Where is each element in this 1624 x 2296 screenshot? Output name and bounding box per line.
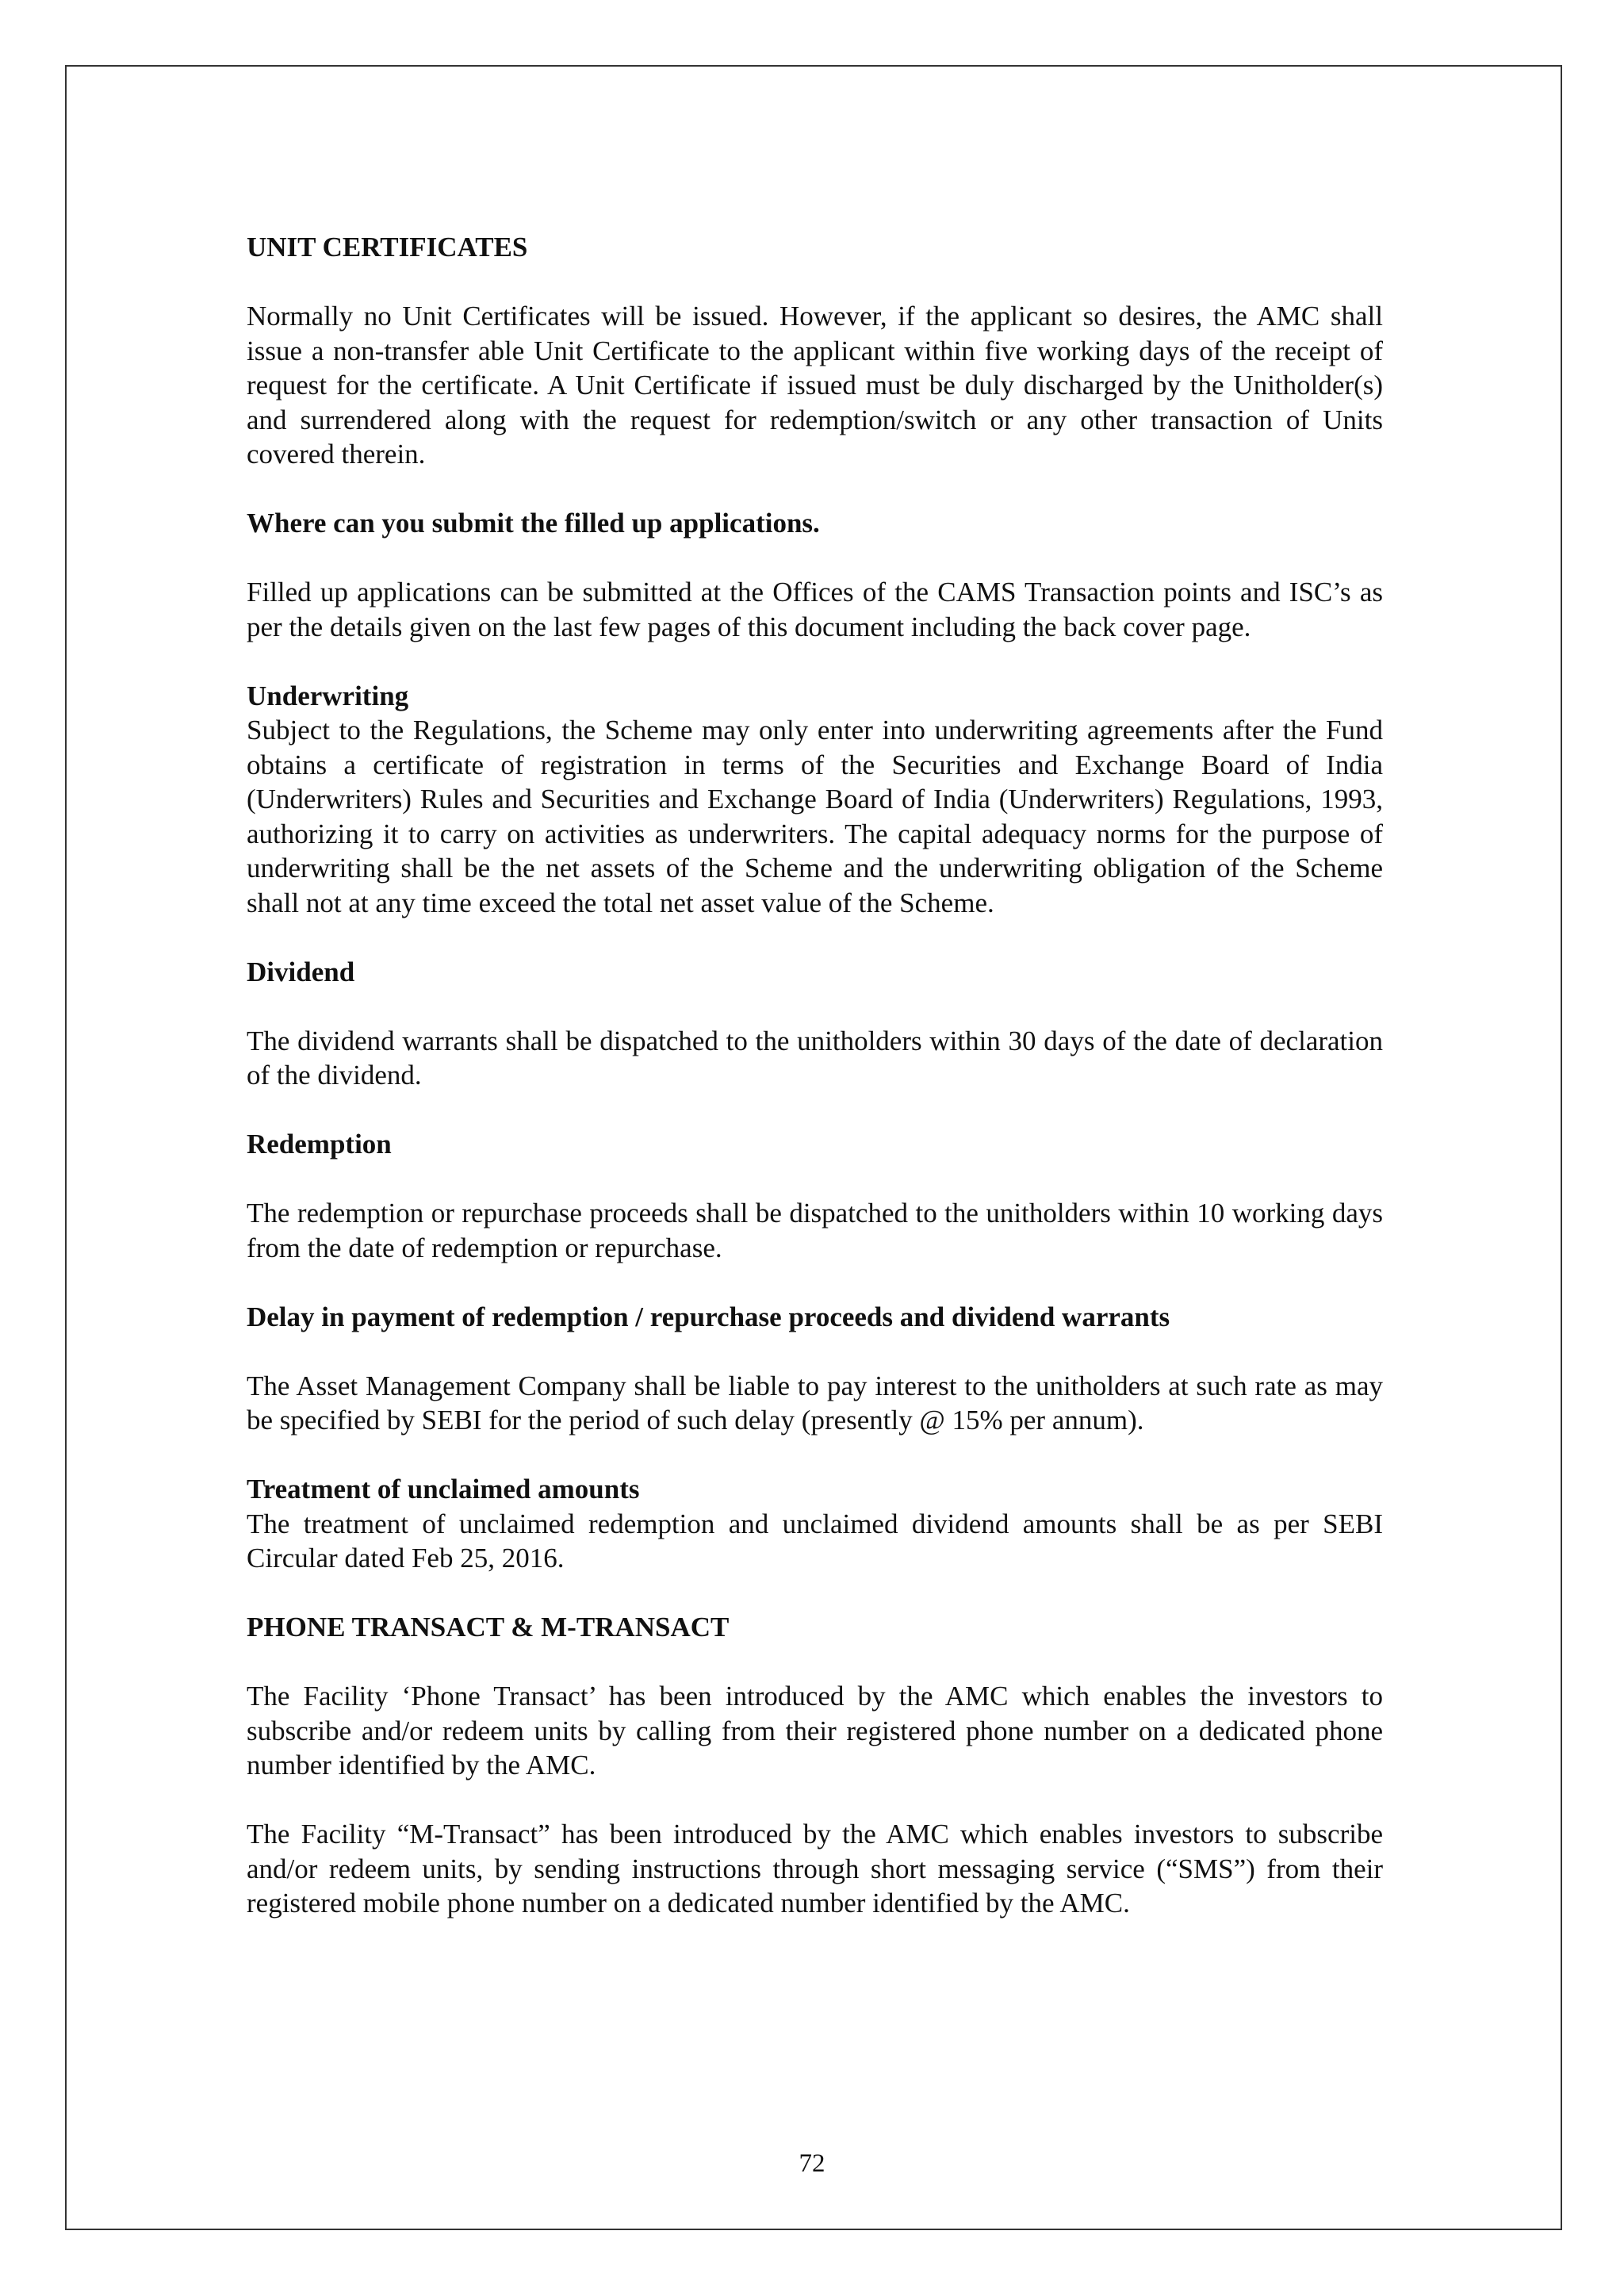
- redemption-paragraph: The redemption or repurchase proceeds shall be dispatched to the unitholders within 10 working days from the date of redemption or repurchase.: [247, 1198, 1383, 1263]
- redemption-heading: Redemption: [247, 1129, 392, 1159]
- document-body: [247, 230, 1383, 1921]
- unclaimed-paragraph: The treatment of unclaimed redemption and unclaimed dividend amounts shall be as per SEBI Circular dated Feb 25, 2016.: [247, 1508, 1383, 1573]
- underwriting-paragraph: Subject to the Regulations, the Scheme may only enter into underwriting agreements after the Fund obtains a certificate of registration in terms of the Securities and Exchange Board of India (Underwriters) Rules and Securities and Exchange Board of India (Underwriters) Regulations, 1993, authorizing it to carry on activities as underwriters. The capital adequacy norms for the purpose of underwriting shall be the net assets of the Scheme and the underwriting obligation of the Scheme shall not at any time exceed the total net asset value of the Scheme.: [247, 715, 1383, 918]
- m-transact-paragraph: The Facility “M-Transact” has been introduced by the AMC which enables investors to subscribe and/or redeem units, by sending instructions through short messaging service (“SMS”) from their registered mobile phone number on a dedicated number identified by the AMC.: [247, 1819, 1383, 1918]
- submit-applications-paragraph: Filled up applications can be submitted at the Offices of the CAMS Transaction points and ISC’s as per the details given on the last few pages of this document including the back cover page.: [247, 577, 1383, 642]
- underwriting-heading: Underwriting: [247, 680, 409, 711]
- phone-transact-heading: PHONE TRANSACT & M-TRANSACT: [247, 1612, 730, 1642]
- dividend-heading: Dividend: [247, 956, 355, 987]
- unit-certificates-heading: UNIT CERTIFICATES: [247, 232, 528, 263]
- delay-paragraph: The Asset Management Company shall be liable to pay interest to the unitholders at such rate as may be specified by SEBI for the period of such delay (presently @ 15% per annum).: [247, 1370, 1383, 1435]
- delay-heading: Delay in payment of redemption / repurchase proceeds and dividend warrants: [247, 1301, 1170, 1332]
- unclaimed-heading: Treatment of unclaimed amounts: [247, 1474, 640, 1504]
- dividend-paragraph: The dividend warrants shall be dispatched to the unitholders within 30 days of the date of declaration of the dividend.: [247, 1025, 1383, 1091]
- phone-transact-paragraph: The Facility ‘Phone Transact’ has been introduced by the AMC which enables the investors to subscribe and/or redeem units by calling from their registered phone number on a dedicated phone number identified by the AMC.: [247, 1681, 1383, 1780]
- page-number: 72: [799, 2149, 825, 2178]
- unit-certificates-paragraph: Normally no Unit Certificates will be issued. However, if the applicant so desires, the AMC shall issue a non-transfer able Unit Certificate to the applicant within five working days of the receipt of request for the certificate. A Unit Certificate if issued must be duly discharged by the Unitholder(s) and surrendered along with the request for redemption/switch or any other transaction of Units covered therein.: [247, 301, 1383, 470]
- submit-applications-heading: Where can you submit the filled up applications.: [247, 508, 820, 539]
